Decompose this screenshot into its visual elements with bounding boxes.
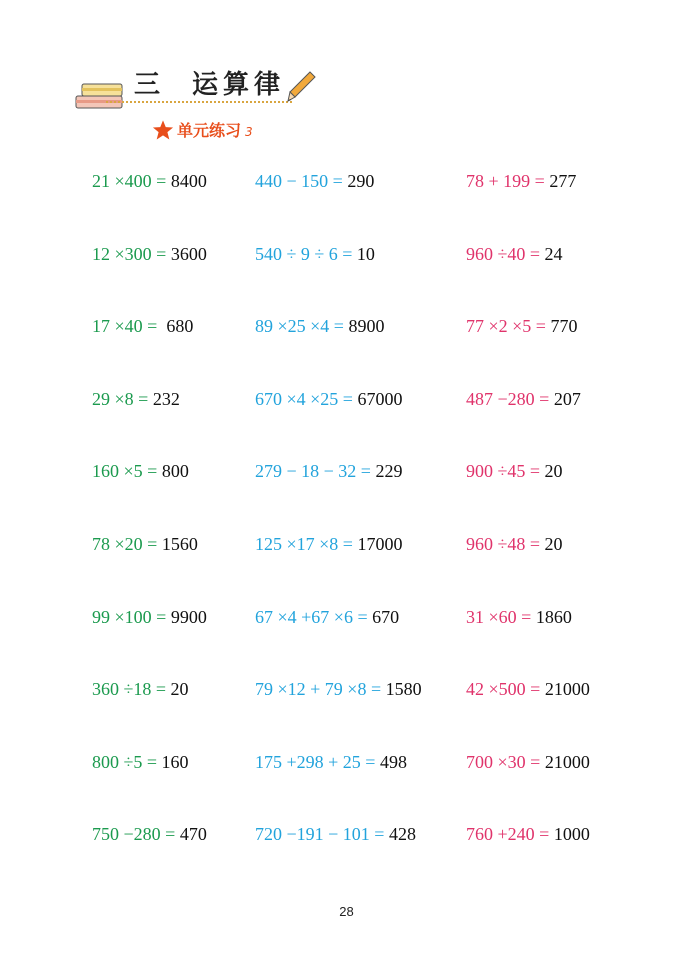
answer: 17000 bbox=[357, 533, 403, 554]
problem-item bbox=[466, 751, 590, 773]
answer: 9900 bbox=[170, 606, 207, 627]
problem-item bbox=[466, 460, 563, 482]
problem-item bbox=[92, 823, 207, 845]
answer: 3600 bbox=[170, 243, 207, 264]
answer: 800 bbox=[161, 461, 189, 482]
expression: 487 −280 = bbox=[466, 388, 554, 409]
answer: 428 bbox=[388, 824, 416, 845]
problem-row bbox=[92, 678, 652, 751]
expression: 720 −191 − 101 = bbox=[255, 824, 389, 845]
problem-row bbox=[92, 606, 652, 679]
expression: 12 ×300 = bbox=[92, 243, 171, 264]
answer: 20 bbox=[544, 461, 563, 482]
expression: 750 −280 = bbox=[92, 824, 180, 845]
problem-item bbox=[255, 678, 422, 700]
problem-item bbox=[92, 678, 189, 700]
answer: 1580 bbox=[385, 679, 422, 700]
answer: 8900 bbox=[348, 316, 385, 337]
answer: 207 bbox=[553, 388, 581, 409]
expression: 175 +298 + 25 = bbox=[255, 751, 380, 772]
answer: 770 bbox=[550, 316, 578, 337]
problem-row bbox=[92, 170, 652, 243]
problem-item bbox=[255, 388, 402, 410]
expression: 89 ×25 ×4 = bbox=[255, 316, 349, 337]
problem-item bbox=[255, 823, 416, 845]
answer: 67000 bbox=[357, 388, 403, 409]
expression: 670 ×4 ×25 = bbox=[255, 388, 358, 409]
answer: 232 bbox=[152, 388, 180, 409]
answer: 470 bbox=[179, 824, 207, 845]
answer: 160 bbox=[161, 751, 189, 772]
problem-item bbox=[255, 460, 402, 482]
answer: 277 bbox=[549, 171, 577, 191]
problem-row bbox=[92, 533, 652, 606]
expression: 21 ×400 = bbox=[92, 171, 171, 191]
problem-item bbox=[255, 170, 374, 192]
problem-item bbox=[466, 533, 563, 555]
problem-item bbox=[92, 170, 207, 192]
problem-item bbox=[92, 460, 189, 482]
problem-row bbox=[92, 823, 652, 896]
problem-item bbox=[466, 606, 572, 628]
problem-item bbox=[466, 170, 576, 192]
answer: 24 bbox=[544, 243, 563, 264]
problem-item bbox=[92, 243, 207, 265]
problem-row bbox=[92, 243, 652, 316]
problem-item bbox=[92, 606, 207, 628]
answer: 10 bbox=[356, 243, 375, 264]
expression: 279 − 18 − 32 = bbox=[255, 461, 376, 482]
expression: 17 ×40 = bbox=[92, 316, 167, 337]
chapter-number: 三 bbox=[134, 70, 163, 100]
expression: 960 ÷48 = bbox=[466, 533, 545, 554]
expression: 960 ÷40 = bbox=[466, 243, 545, 264]
answer: 498 bbox=[379, 751, 407, 772]
expression: 760 +240 = bbox=[466, 824, 554, 845]
expression: 700 ×30 = bbox=[466, 751, 545, 772]
expression: 78 ×20 = bbox=[92, 533, 162, 554]
answer: 680 bbox=[166, 316, 194, 337]
problem-item bbox=[466, 315, 577, 337]
problem-item bbox=[255, 243, 375, 265]
problem-row bbox=[92, 315, 652, 388]
expression: 900 ÷45 = bbox=[466, 461, 545, 482]
problem-item bbox=[92, 315, 193, 337]
answer: 229 bbox=[375, 461, 403, 482]
expression: 540 ÷ 9 ÷ 6 = bbox=[255, 243, 357, 264]
section-heading bbox=[152, 118, 253, 141]
problem-item bbox=[466, 388, 581, 410]
problem-item bbox=[466, 823, 590, 845]
problem-item bbox=[466, 243, 563, 265]
problem-item bbox=[92, 751, 189, 773]
expression: 160 ×5 = bbox=[92, 461, 162, 482]
expression: 800 ÷5 = bbox=[92, 751, 162, 772]
answer: 20 bbox=[544, 533, 563, 554]
header-underline bbox=[106, 101, 292, 103]
problem-item bbox=[255, 315, 384, 337]
problem-item bbox=[255, 606, 399, 628]
problem-item bbox=[92, 388, 180, 410]
answer: 290 bbox=[347, 171, 375, 191]
page-number: 28 bbox=[339, 904, 354, 919]
answer: 1000 bbox=[553, 824, 590, 845]
problem-item bbox=[255, 533, 402, 555]
answer: 1560 bbox=[161, 533, 198, 554]
star-icon bbox=[152, 119, 174, 141]
section-label: 单元练习 bbox=[177, 121, 242, 140]
expression: 360 ÷18 = bbox=[92, 679, 171, 700]
problem-grid bbox=[92, 170, 652, 896]
problem-item bbox=[92, 533, 198, 555]
answer: 670 bbox=[372, 606, 400, 627]
expression: 99 ×100 = bbox=[92, 606, 171, 627]
problem-row bbox=[92, 751, 652, 824]
answer: 1860 bbox=[535, 606, 572, 627]
expression: 29 ×8 = bbox=[92, 388, 153, 409]
problem-row bbox=[92, 388, 652, 461]
expression: 79 ×12 + 79 ×8 = bbox=[255, 679, 386, 700]
books-icon bbox=[74, 78, 130, 112]
answer: 21000 bbox=[544, 679, 590, 700]
expression: 42 ×500 = bbox=[466, 679, 545, 700]
problem-item bbox=[466, 678, 590, 700]
pencil-icon bbox=[286, 70, 316, 104]
expression: 67 ×4 +67 ×6 = bbox=[255, 606, 373, 627]
section-number: 3 bbox=[245, 124, 253, 139]
expression: 125 ×17 ×8 = bbox=[255, 533, 358, 554]
problem-row bbox=[92, 460, 652, 533]
answer: 21000 bbox=[544, 751, 590, 772]
page-title: 运算律 bbox=[192, 70, 286, 100]
expression: 78 + 199 = bbox=[466, 171, 550, 191]
expression: 31 ×60 = bbox=[466, 606, 536, 627]
expression: 77 ×2 ×5 = bbox=[466, 316, 551, 337]
answer: 20 bbox=[170, 679, 189, 700]
problem-item bbox=[255, 751, 407, 773]
expression: 440 − 150 = bbox=[255, 171, 348, 191]
answer: 8400 bbox=[170, 171, 207, 191]
